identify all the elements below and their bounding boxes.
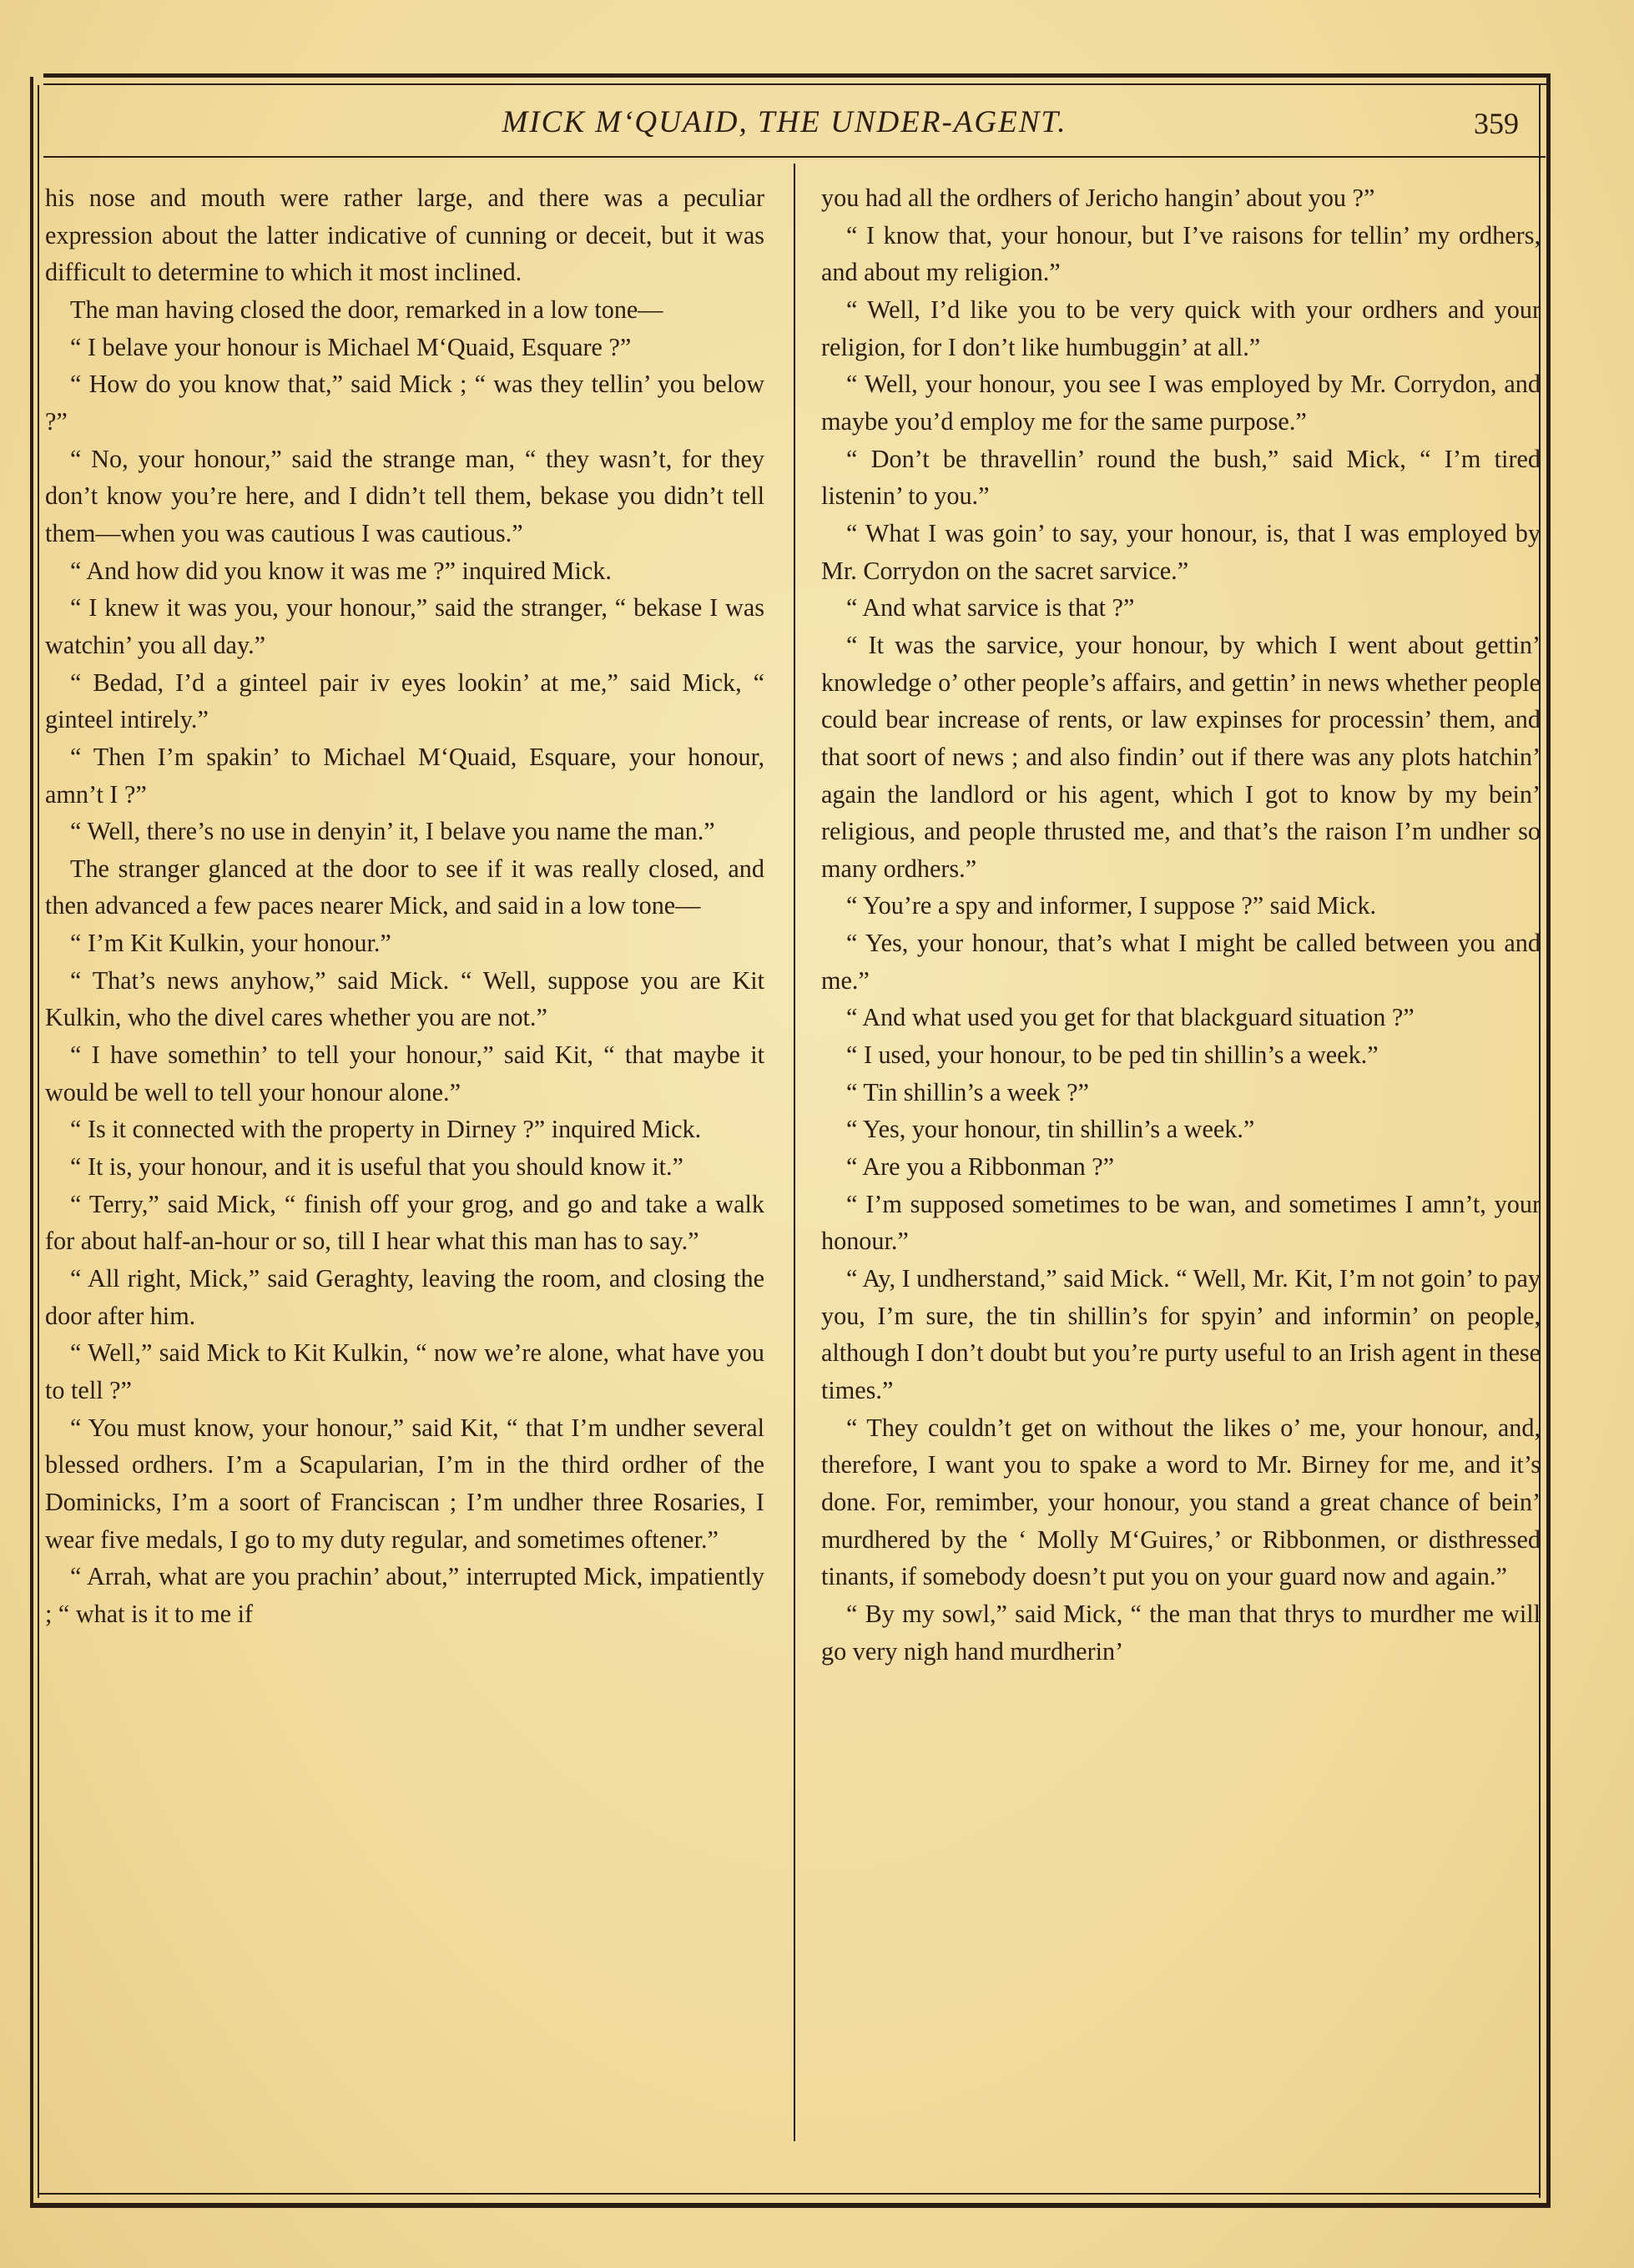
left-column [45,179,764,1633]
paragraph: “ Well, there’s no use in denyin’ it, I belave you name the man.” [70,817,715,846]
paragraph: The man having closed the door, remarked in a low tone— [70,295,663,324]
bottom-rule-thin [38,2193,1541,2195]
paragraph: “ I’m Kit Kulkin, your honour.” [70,929,391,958]
paragraph: “ I knew it was you, your honour,” said the stranger, “ bekase I was watchin’ you all day.” [45,593,764,659]
paragraph: “ Are you a Ribbonman ?” [846,1152,1115,1182]
paragraph: “ I’m supposed sometimes to be wan, and sometimes I amn’t, your honour.” [821,1189,1541,1256]
paragraph: “ Terry,” said Mick, “ finish off your grog, and go and take a walk for about half-an-hour or so, till I hear what this man has to say.” [45,1189,764,1256]
paragraph: “ Well, your honour, you see I was employed by Mr. Corrydon, and maybe you’d employ me for the same purpose.” [821,370,1541,436]
paragraph: “ Well,” said Mick to Kit Kulkin, “ now we’re alone, what have you to tell ?” [45,1338,764,1404]
paragraph: “ No, your honour,” said the strange man, “ they wasn’t, for they don’t know you’re here, and I didn’t tell them, bekase you didn’t tell them—when you was cautious I was cautious.” [45,444,764,547]
paragraph: his nose and mouth were rather large, and there was a peculiar expression about the latter indicative of cunning or deceit, but it was difficult to determine to which it most inclined. [45,184,764,287]
paragraph: “ Don’t be thravellin’ round the bush,” said Mick, “ I’m tired listenin’ to you.” [821,444,1541,511]
paragraph: “ I used, your honour, to be ped tin shillin’s a week.” [846,1041,1379,1070]
page-number: 359 [1474,107,1519,140]
paragraph: “ Bedad, I’d a ginteel pair iv eyes lookin’ at me,” said Mick, “ ginteel intirely.” [45,668,764,734]
paragraph: “ I know that, your honour, but I’ve raisons for tellin’ my ordhers, and about my religion.” [821,220,1541,287]
right-border-thick [1546,77,1551,2206]
paragraph: you had all the ordhers of Jericho hangin’ about you ?” [821,184,1375,212]
paragraph: “ Ay, I undherstand,” said Mick. “ Well, Mr. Kit, I’m not goin’ to pay you, I’m sure, the tin shillin’s for spyin’ and informin’ on people, although I don’t doubt but you’re purty useful to an Irish agent in these times.” [821,1264,1541,1404]
top-rule-thin [43,83,1551,85]
paragraph: The stranger glanced at the door to see if it was really closed, and then advanced a few paces nearer Mick, and said in a low tone— [45,854,764,920]
paragraph: “ Well, I’d like you to be very quick with your ordhers and your religion, for I don’t like humbuggin’ at all.” [821,295,1541,361]
paragraph: “ You must know, your honour,” said Kit, “ that I’m undher several blessed ordhers. I’m a Scapularian, I’m in the third ordher of the Dominicks, I’m a soort of Franciscan ; I’m undher three Rosaries, I wear five medals, I go to my duty regular, and sometimes oftener.” [45,1413,764,1554]
paragraph: “ All right, Mick,” said Geraghty, leaving the room, and closing the door after him. [45,1264,764,1330]
paragraph: “ Arrah, what are you prachin’ about,” interrupted Mick, impatiently ; “ what is it to me if [45,1562,764,1628]
paragraph: “ I belave your honour is Michael M‘Quaid, Esquare ?” [70,332,632,361]
paragraph: “ Yes, your honour, that’s what I might be called between you and me.” [821,929,1541,995]
left-border-thin [38,85,39,2198]
paragraph: “ And how did you know it was me ?” inquired Mick. [70,556,612,585]
bottom-rule-thick [30,2203,1551,2208]
paragraph: “ Is it connected with the property in Dirney ?” inquired Mick. [70,1115,702,1144]
paragraph: “ It is, your honour, and it is useful that you should know it.” [70,1152,683,1182]
paragraph: “ And what sarvice is that ?” [846,593,1135,622]
paragraph: “ Then I’m spakin’ to Michael M‘Quaid, Esquare, your honour, amn’t I ?” [45,742,764,809]
paragraph: “ It was the sarvice, your honour, by which I went about gettin’ knowledge o’ other people’s affairs, and gettin’ in news whether people could bear increase of rents, or law expinses for processin’ them, and that soort of news ; and also findin’ out if there was any plots hatchin’ again the landlord or his agent, which I got to know by my bein’ religious, and people thrusted me, and that’s the raison I’m undher so many ordhers.” [821,630,1541,883]
column-divider [794,164,795,2141]
running-header [50,104,1519,154]
paragraph: “ How do you know that,” said Mick ; “ was they tellin’ you below ?” [45,370,764,436]
paragraph: “ Yes, your honour, tin shillin’s a week.” [846,1115,1255,1144]
running-title: MICK M‘QUAID, THE UNDER-AGENT. [502,105,1067,139]
paragraph: “ Tin shillin’s a week ?” [846,1077,1089,1106]
paragraph: “ And what used you get for that blackguard situation ?” [846,1003,1415,1032]
right-column [821,179,1541,1670]
paragraph: “ That’s news anyhow,” said Mick. “ Well, suppose you are Kit Kulkin, who the divel cares whether you are not.” [45,965,764,1032]
paragraph: “ What I was goin’ to say, your honour, is, that I was employed by Mr. Corrydon on the sacret sarvice.” [821,518,1541,585]
paragraph: “ By my sowl,” said Mick, “ the man that thrys to murdher me will go very nigh hand murdherin’ [821,1599,1541,1666]
paragraph: “ You’re a spy and informer, I suppose ?” said Mick. [846,891,1377,920]
paragraph: “ They couldn’t get on without the likes o’ me, your honour, and, therefore, I want you to spake a word to Mr. Birney for me, and it’s done. For, remimber, your honour, you stand a great chance of bein’ murdhered by the ‘ Molly M‘Guires,’ or Ribbonmen, or disthressed tinants, if somebody doesn’t put you on your guard now and again.” [821,1413,1541,1591]
left-border-thick [30,77,33,2206]
header-rule [43,156,1546,158]
top-rule-thick [43,73,1551,78]
paragraph: “ I have somethin’ to tell your honour,” said Kit, “ that maybe it would be well to tell your honour alone.” [45,1041,764,1106]
